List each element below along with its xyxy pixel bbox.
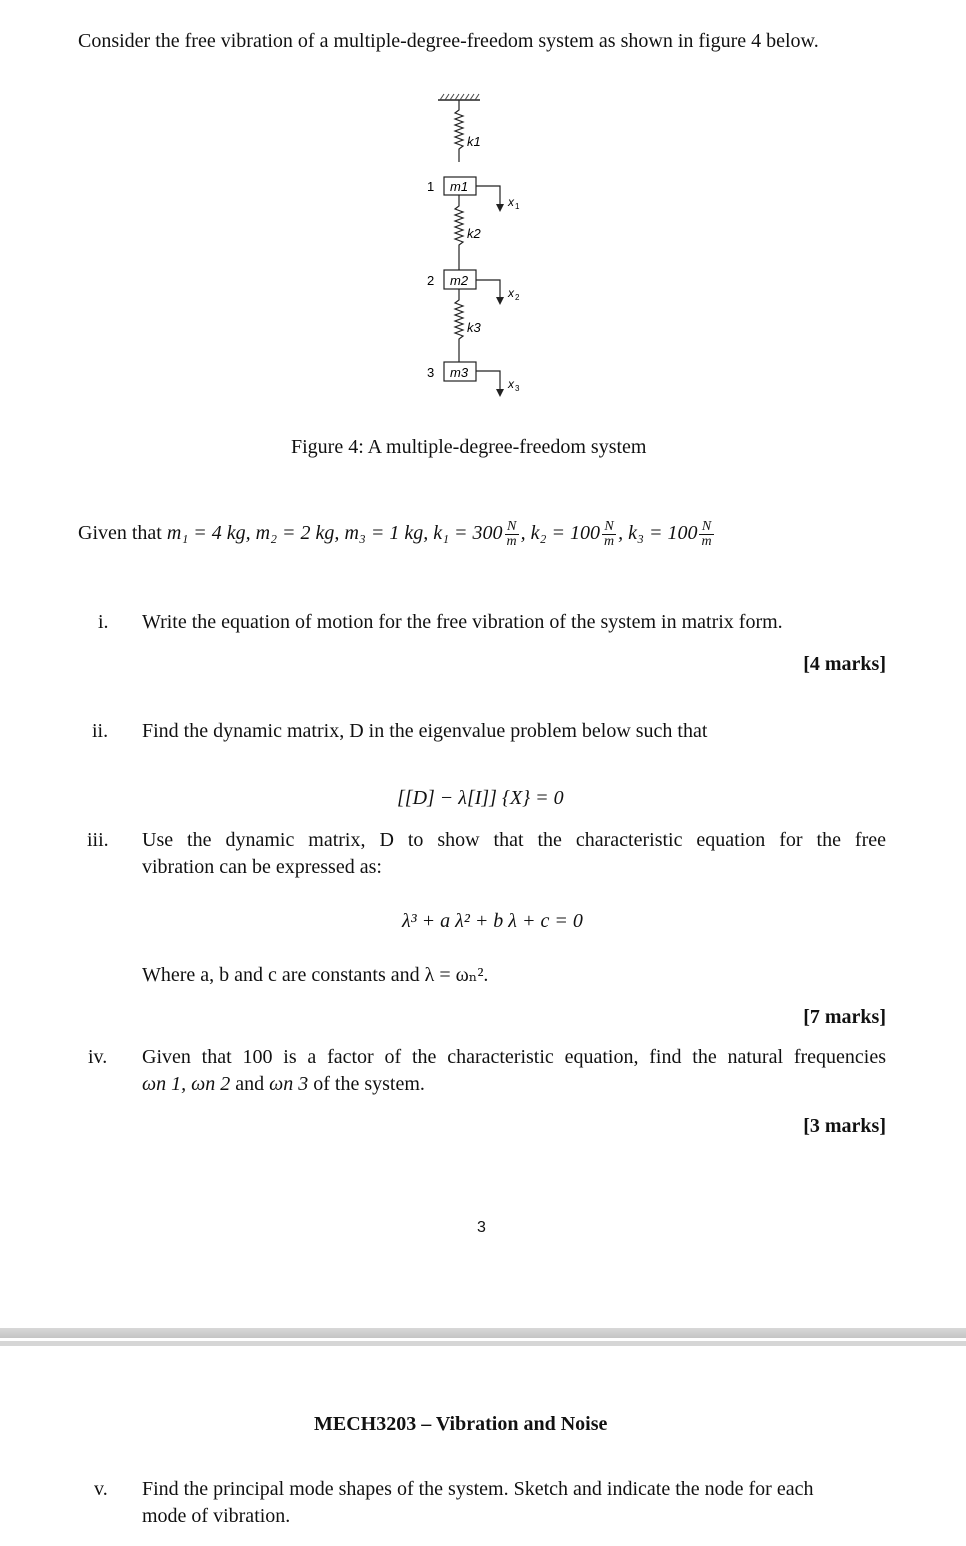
figure-caption: Figure 4: A multiple-degree-freedom system — [291, 436, 647, 458]
question-iv-line1: Given that 100 is a factor of the characteristic equation, find the natural frequencies — [142, 1046, 886, 1068]
omega-n1: ωn 1, — [142, 1073, 187, 1095]
question-iii-marks: [7 marks] — [803, 1006, 886, 1028]
question-v-line1: Find the principal mode shapes of the system. Sketch and indicate the node for each — [142, 1478, 814, 1500]
unit-fraction: $\frac{N}{m}$ — [604, 519, 615, 549]
given-k3: k₃ = 100 — [628, 522, 698, 545]
question-v-line2: mode of vibration. — [142, 1505, 291, 1527]
given-k2: k₂ = 100 — [530, 522, 600, 545]
omega-n3: ωn 3 — [269, 1073, 309, 1095]
question-ii-text: Find the dynamic matrix, D in the eigenvalue problem below such that — [142, 720, 708, 742]
question-v-number: v. — [94, 1478, 108, 1500]
spring-k2 — [455, 195, 463, 270]
question-iii-line1: Use the dynamic matrix, D to show that the characteristic equation for the free — [142, 829, 886, 851]
unit-fraction: $\frac{N}{m}$ — [506, 519, 517, 549]
node-2-label: 2 — [427, 273, 435, 288]
unit-fraction: $\frac{N}{m}$ — [701, 519, 712, 549]
given-line: Given that m₁ = 4 kg, m₂ = 2 kg, m₃ = 1 kg, k₁ = 300 $\frac{N}{m}$ , k₂ = 100 $\frac{N}{m}$ , k₃ = 100 $\frac{N}{m}$ — [78, 519, 712, 549]
question-iv-line2: ωn 1, ωn 2 and ωn 3 of the system. — [142, 1073, 425, 1095]
x2-label: x — [508, 286, 514, 300]
given-lead: Given that — [78, 522, 162, 545]
given-k1: k₁ = 300 — [433, 522, 503, 545]
question-iv-marks: [3 marks] — [803, 1115, 886, 1137]
mdof-system-figure — [400, 88, 560, 408]
mass-m2-label: m2 — [450, 273, 469, 288]
page-number: 3 — [477, 1219, 486, 1236]
svg-text:2: 2 — [515, 293, 520, 302]
page-separator — [0, 1328, 966, 1338]
spring-k3 — [455, 289, 463, 362]
question-i-marks: [4 marks] — [803, 653, 886, 675]
question-iii-number: iii. — [87, 829, 109, 851]
mass-m1-label: m1 — [450, 179, 469, 194]
question-iv-number: iv. — [88, 1046, 108, 1068]
svg-text:3: 3 — [515, 384, 520, 393]
given-m1: m₁ = 4 kg, — [166, 522, 251, 545]
question-i-number: i. — [98, 611, 109, 633]
svg-text:1: 1 — [515, 202, 520, 211]
page-separator-line — [0, 1341, 966, 1346]
question-iii-line2: vibration can be expressed as: — [142, 856, 382, 878]
mass-m3-label: m3 — [450, 365, 469, 380]
x3-label: x — [508, 377, 514, 391]
spring-k1-label: k1 — [467, 134, 481, 149]
spring-k1 — [455, 100, 463, 162]
characteristic-equation: λ³ + a λ² + b λ + c = 0 — [402, 910, 583, 932]
intro-text: Consider the free vibration of a multiple-degree-freedom system as shown in figure 4 below. — [78, 30, 819, 52]
given-m2: m₂ = 2 kg, — [255, 522, 340, 545]
eigenvalue-equation: [[D] − λ[I]] {X} = 0 — [397, 787, 564, 809]
spring-k2-label: k2 — [467, 226, 481, 241]
node-1-label: 1 — [427, 179, 435, 194]
question-ii-number: ii. — [92, 720, 109, 742]
x1-label: x — [508, 195, 514, 209]
question-iii-where: Where a, b and c are constants and λ = ωₙ². — [142, 964, 489, 986]
given-m3: m₃ = 1 kg, — [344, 522, 429, 545]
spring-k3-label: k3 — [467, 320, 481, 335]
omega-n2: ωn 2 — [191, 1073, 231, 1095]
course-title: MECH3203 – Vibration and Noise — [314, 1413, 608, 1435]
question-i-text: Write the equation of motion for the free vibration of the system in matrix form. — [142, 611, 783, 633]
node-3-label: 3 — [427, 365, 435, 380]
